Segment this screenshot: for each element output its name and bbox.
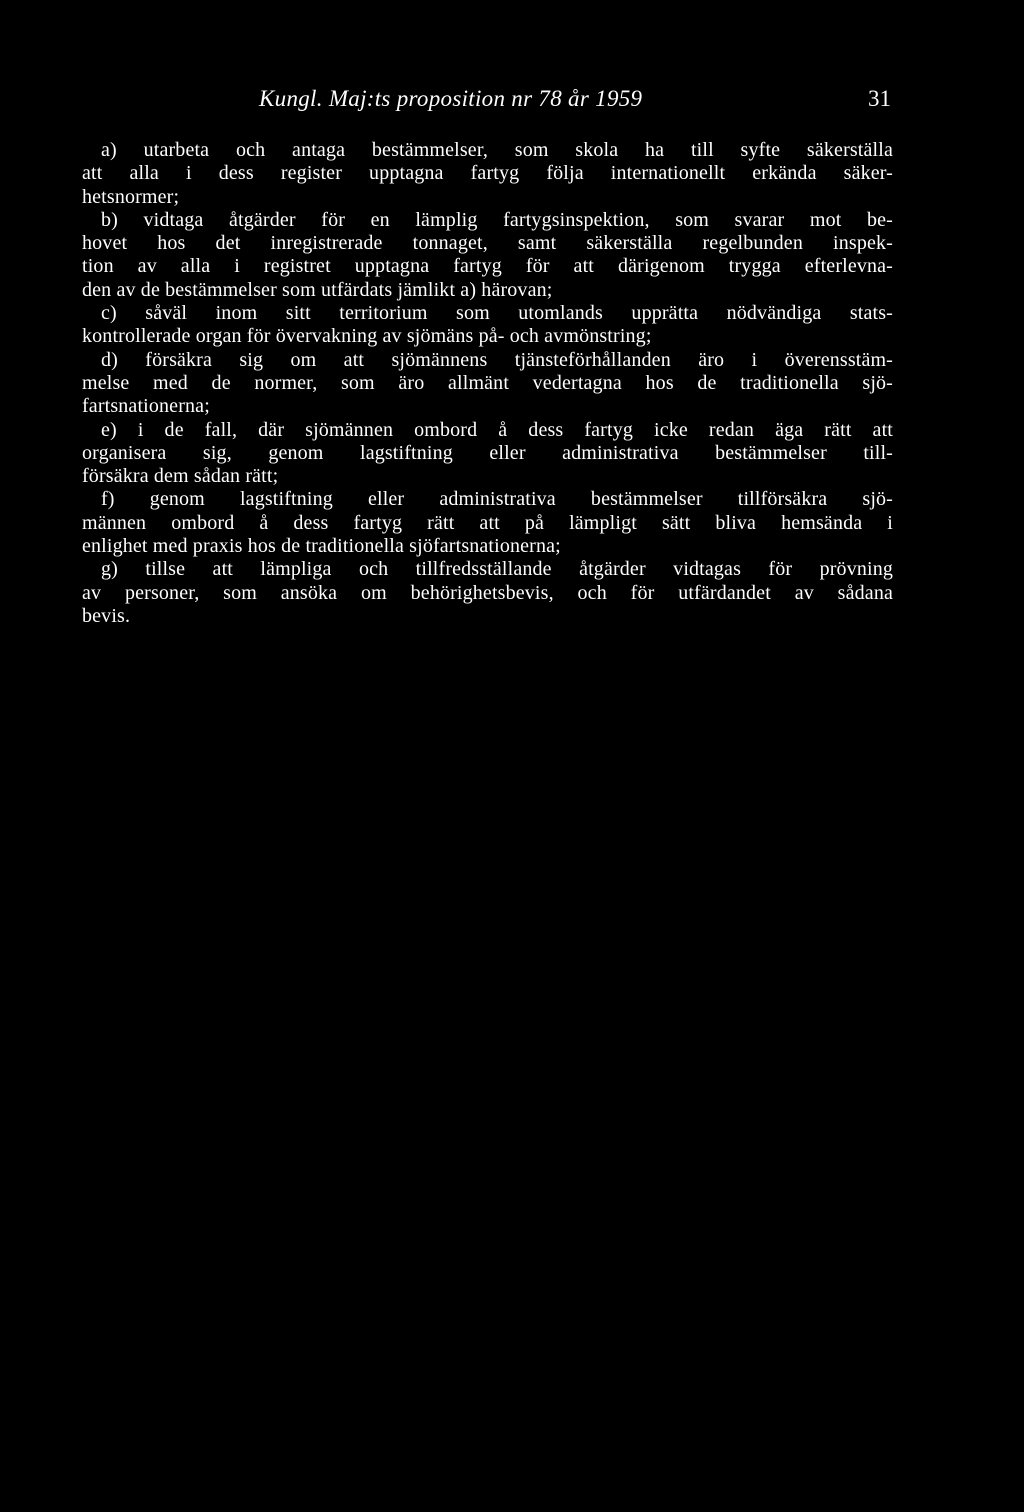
text-line: hovet hos det inregistrerade tonnaget, samt säkerställa regelbunden inspek- [82,232,893,255]
text-line: e) i de fall, där sjömännen ombord å dess fartyg icke redan äga rätt att [101,418,893,441]
text-line: männen ombord å dess fartyg rätt att på lämpligt sätt bliva hemsända i [82,511,893,534]
text-line: g) tillse att lämpliga och tillfredsställande åtgärder vidtagas för prövning [101,558,893,581]
text-line: försäkra dem sådan rätt; [82,465,279,488]
body-text [82,139,893,628]
text-line: d) försäkra sig om att sjömännens tjänsteförhållanden äro i överensstäm- [101,348,893,371]
text-line: hetsnormer; [82,185,180,208]
running-title: Kungl. Maj:ts proposition nr 78 år 1959 [259,86,643,111]
text-line: bevis. [82,604,131,627]
text-line: tion av alla i registret upptagna fartyg för att därigenom trygga efterlevna- [82,255,893,278]
text-line: organisera sig, genom lagstiftning eller administrativa bestämmelser till- [82,441,893,464]
text-line: kontrollerade organ för övervakning av sjömäns på- och avmönstring; [82,325,652,348]
text-line: den av de bestämmelser som utfärdats jämlikt a) härovan; [82,278,553,301]
text-line: a) utarbeta och antaga bestämmelser, som skola ha till syfte säkerställa [101,139,893,161]
text-line: f) genom lagstiftning eller administrativa bestämmelser tillförsäkra sjö- [101,488,893,511]
page-number: 31 [868,86,891,111]
text-line: c) såväl inom sitt territorium som utomlands upprätta nödvändiga stats- [101,302,893,325]
text-line: enlighet med praxis hos de traditionella sjöfartsnationerna; [82,535,561,558]
text-line: att alla i dess register upptagna fartyg följa internationellt erkända säker- [82,162,893,185]
text-line: av personer, som ansöka om behörighetsbevis, och för utfärdandet av sådana [82,581,893,604]
text-line: melse med de normer, som äro allmänt vedertagna hos de traditionella sjö- [82,371,893,394]
text-line: fartsnationerna; [82,395,210,418]
page-header [259,86,891,116]
text-line: b) vidtaga åtgärder för en lämplig fartygsinspektion, som svarar mot be- [101,208,893,231]
